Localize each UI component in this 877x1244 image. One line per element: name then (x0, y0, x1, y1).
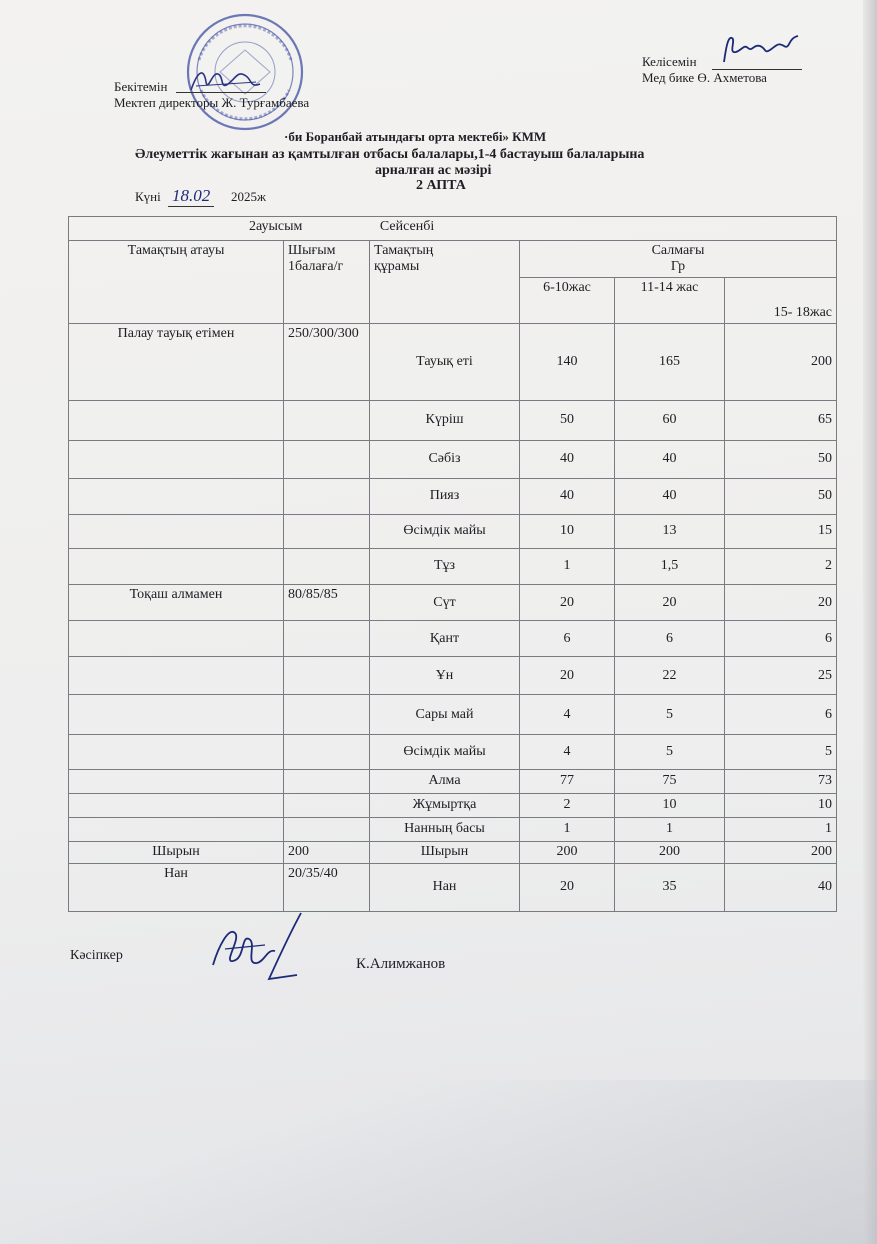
agree-label: Келісемін (642, 54, 697, 69)
menu-cell-ingredient: Қант (370, 621, 520, 657)
menu-row (69, 735, 837, 769)
menu-cell-yield (284, 695, 370, 735)
menu-row (69, 695, 837, 735)
menu-cell-dish (69, 440, 284, 478)
menu-cell-age1: 140 (520, 324, 615, 400)
menu-cell-ingredient: Өсімдік майы (370, 514, 520, 548)
menu-cell-yield (284, 514, 370, 548)
menu-cell-ingredient: Сәбіз (370, 440, 520, 478)
menu-cell-dish (69, 735, 284, 769)
menu-cell-age1: 4 (520, 695, 615, 735)
menu-cell-age3: 2 (725, 548, 837, 584)
menu-cell-yield: 200 (284, 841, 370, 863)
menu-cell-age3: 40 (725, 863, 837, 911)
menu-cell-age3: 15 (725, 514, 837, 548)
menu-row (69, 400, 837, 440)
menu-cell-dish: Шырын (69, 841, 284, 863)
menu-cell-ingredient: Тұз (370, 548, 520, 584)
menu-row (69, 769, 837, 793)
menu-row (69, 793, 837, 817)
menu-cell-age2: 1 (615, 817, 725, 841)
shift-day-row (69, 217, 837, 241)
menu-cell-yield (284, 817, 370, 841)
shift-label: 2ауысым (249, 219, 303, 234)
header-age-1: 6-10жас (520, 278, 615, 324)
director-signature (186, 60, 266, 100)
menu-cell-yield: 250/300/300 (284, 324, 370, 400)
header-yield-l1: Шығым (288, 243, 336, 259)
menu-cell-age3: 50 (725, 440, 837, 478)
menu-cell-ingredient: Сүт (370, 585, 520, 621)
menu-cell-age1: 40 (520, 478, 615, 514)
header-age-2: 11-14 жас (615, 278, 725, 324)
menu-row (69, 621, 837, 657)
page-shadow (0, 1080, 877, 1244)
menu-cell-dish (69, 621, 284, 657)
director-line: Мектеп директоры Ж. Турғамбаева (114, 95, 310, 110)
menu-cell-age2: 22 (615, 657, 725, 695)
menu-cell-yield (284, 769, 370, 793)
date-year: 2025ж (231, 189, 266, 204)
menu-row (69, 817, 837, 841)
menu-cell-age1: 20 (520, 863, 615, 911)
menu-cell-ingredient: Нанның басы (370, 817, 520, 841)
menu-row (69, 514, 837, 548)
menu-cell-age3: 200 (725, 324, 837, 400)
menu-title-line-2: арналған ас мәзірі (375, 163, 492, 178)
day-label: Сейсенбі (379, 219, 435, 234)
menu-cell-dish (69, 478, 284, 514)
header-dish: Тамақтың атауы (69, 241, 284, 324)
header-composition (370, 241, 520, 324)
week-label: 2 АПТА (416, 178, 466, 193)
date-label: Күні (135, 189, 161, 204)
menu-cell-yield (284, 657, 370, 695)
menu-table (68, 216, 837, 912)
menu-cell-dish (69, 514, 284, 548)
menu-cell-age2: 165 (615, 324, 725, 400)
header-weight-l1: Салмағы (651, 243, 705, 259)
page-edge (863, 0, 877, 1244)
menu-cell-age1: 200 (520, 841, 615, 863)
menu-cell-age3: 73 (725, 769, 837, 793)
menu-cell-age1: 6 (520, 621, 615, 657)
menu-cell-age2: 35 (615, 863, 725, 911)
school-name: ·би Боранбай атындағы орта мектебі» КММ (284, 129, 547, 144)
entrepreneur-signature (205, 905, 315, 990)
menu-cell-age3: 20 (725, 585, 837, 621)
menu-title-line-1: Әлеуметтік жағынан аз қамтылған отбасы балалары,1-4 бастауыш балаларына (135, 147, 645, 162)
menu-cell-age2: 20 (615, 585, 725, 621)
menu-cell-age3: 200 (725, 841, 837, 863)
menu-cell-yield (284, 548, 370, 584)
menu-cell-ingredient: Тауық еті (370, 324, 520, 400)
menu-cell-age2: 1,5 (615, 548, 725, 584)
menu-row (69, 324, 837, 400)
menu-cell-age2: 13 (615, 514, 725, 548)
menu-cell-age1: 2 (520, 793, 615, 817)
menu-cell-age1: 10 (520, 514, 615, 548)
menu-cell-ingredient: Пияз (370, 478, 520, 514)
date-value: 18.02 (168, 186, 214, 207)
menu-cell-ingredient: Жұмыртқа (370, 793, 520, 817)
menu-cell-ingredient: Шырын (370, 841, 520, 863)
menu-row (69, 863, 837, 911)
menu-cell-dish: Тоқаш алмамен (69, 585, 284, 621)
menu-cell-age1: 50 (520, 400, 615, 440)
header-weight-l2: Гр (670, 259, 686, 275)
menu-cell-yield (284, 478, 370, 514)
menu-cell-age1: 77 (520, 769, 615, 793)
menu-cell-age2: 75 (615, 769, 725, 793)
menu-cell-dish (69, 817, 284, 841)
menu-cell-age1: 4 (520, 735, 615, 769)
menu-cell-ingredient: Нан (370, 863, 520, 911)
menu-cell-dish: Нан (69, 863, 284, 911)
menu-cell-age1: 1 (520, 548, 615, 584)
header-weight (520, 241, 837, 278)
menu-row (69, 478, 837, 514)
menu-cell-age2: 60 (615, 400, 725, 440)
menu-cell-age3: 50 (725, 478, 837, 514)
menu-cell-yield (284, 440, 370, 478)
menu-cell-yield (284, 400, 370, 440)
menu-cell-age3: 5 (725, 735, 837, 769)
entrepreneur-name: К.Алимжанов (356, 956, 446, 972)
menu-cell-dish (69, 793, 284, 817)
header-comp-l2: құрамы (374, 259, 420, 275)
menu-cell-yield (284, 735, 370, 769)
menu-cell-ingredient: Ұн (370, 657, 520, 695)
menu-cell-age1: 40 (520, 440, 615, 478)
nurse-line: Мед бике Ө. Ахметова (642, 70, 767, 85)
menu-cell-dish (69, 657, 284, 695)
menu-cell-age3: 10 (725, 793, 837, 817)
menu-cell-age2: 200 (615, 841, 725, 863)
header-comp-l1: Тамақтың (374, 243, 434, 259)
menu-cell-age3: 6 (725, 621, 837, 657)
menu-row (69, 657, 837, 695)
nurse-signature (718, 30, 802, 70)
menu-cell-yield: 20/35/40 (284, 863, 370, 911)
menu-cell-age2: 40 (615, 440, 725, 478)
menu-cell-age2: 40 (615, 478, 725, 514)
menu-cell-age1: 20 (520, 657, 615, 695)
header-yield (284, 241, 370, 324)
entrepreneur-label: Кәсіпкер (70, 948, 123, 963)
menu-cell-age2: 5 (615, 695, 725, 735)
menu-cell-age2: 6 (615, 621, 725, 657)
menu-row (69, 585, 837, 621)
menu-cell-dish (69, 548, 284, 584)
menu-row (69, 548, 837, 584)
menu-cell-age2: 5 (615, 735, 725, 769)
menu-cell-age3: 6 (725, 695, 837, 735)
approve-label: Бекітемін (114, 79, 168, 94)
menu-cell-dish (69, 400, 284, 440)
menu-cell-ingredient: Өсімдік майы (370, 735, 520, 769)
menu-cell-ingredient: Сары май (370, 695, 520, 735)
menu-cell-age1: 20 (520, 585, 615, 621)
menu-cell-age3: 65 (725, 400, 837, 440)
menu-cell-dish: Палау тауық етімен (69, 324, 284, 400)
menu-cell-age3: 1 (725, 817, 837, 841)
menu-cell-dish (69, 769, 284, 793)
menu-cell-yield (284, 621, 370, 657)
header-age-3: 15- 18жас (725, 278, 837, 324)
menu-cell-yield: 80/85/85 (284, 585, 370, 621)
menu-cell-age2: 10 (615, 793, 725, 817)
menu-cell-age1: 1 (520, 817, 615, 841)
menu-cell-dish (69, 695, 284, 735)
menu-cell-ingredient: Күріш (370, 400, 520, 440)
menu-cell-yield (284, 793, 370, 817)
header-yield-l2: 1балаға/г (288, 259, 344, 275)
menu-cell-ingredient: Алма (370, 769, 520, 793)
menu-row (69, 841, 837, 863)
menu-cell-age3: 25 (725, 657, 837, 695)
menu-row (69, 440, 837, 478)
